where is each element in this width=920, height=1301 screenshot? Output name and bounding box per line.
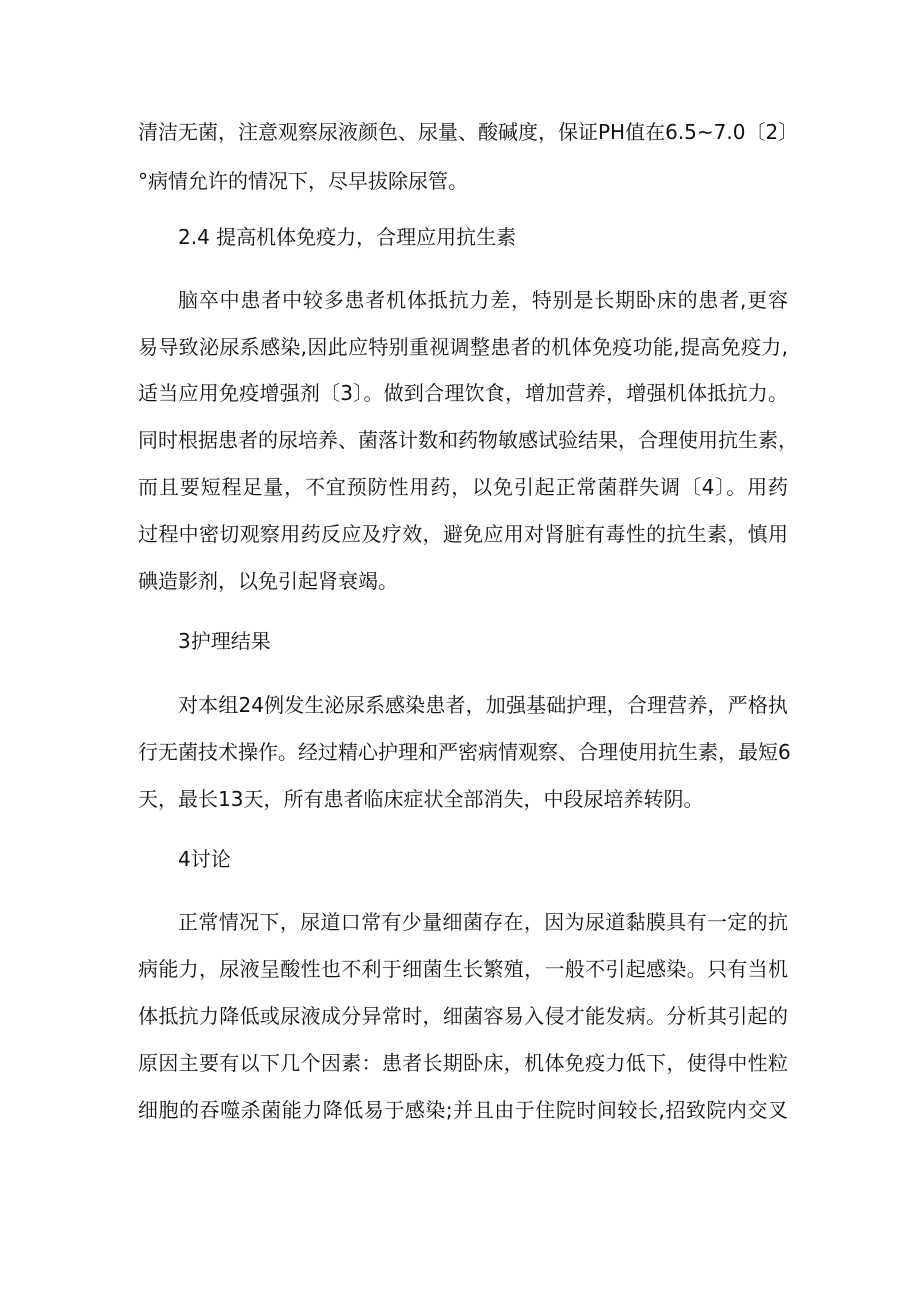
text-line: °病情允许的情况下，尽早拔除尿管。 <box>138 169 468 193</box>
text-line: 同时根据患者的尿培养、菌落计数和药物敏感试验结果，合理使用抗生素， <box>138 428 798 452</box>
text-line: 碘造影剂，以免引起肾衰竭。 <box>138 569 398 593</box>
text-line: 病能力，尿液呈酸性也不利于细菌生长繁殖，一般不引起感染。只有当机 <box>138 957 788 981</box>
text-line: 易导致泌尿系感染,因此应特别重视调整患者的机体免疫功能,提高免疫力, <box>138 335 788 359</box>
text-line: 脑卒中患者中较多患者机体抵抗力差，特别是长期卧床的患者,更容 <box>178 288 788 312</box>
text-line: 行无菌技术操作。经过精心护理和严密病情观察、合理使用抗生素，最短6 <box>138 740 791 764</box>
text-line: 体抵抗力降低或尿液成分异常时，细菌容易入侵才能发病。分析其引起的 <box>138 1004 788 1028</box>
text-line: 正常情况下，尿道口常有少量细菌存在，因为尿道黏膜具有一定的抗 <box>178 910 788 934</box>
section-heading: 2.4 提高机体免疫力，合理应用抗生素 <box>178 225 517 249</box>
text-line: 清洁无菌，注意观察尿液颜色、尿量、酸碱度，保证PH值在6.5~7.0〔2〕 <box>138 120 799 144</box>
section-heading: 4讨论 <box>178 847 231 871</box>
text-line: 过程中密切观察用药反应及疗效，避免应用对肾脏有毒性的抗生素，慎用 <box>138 522 788 546</box>
text-line: 而且要短程足量，不宜预防性用药，以免引起正常菌群失调〔4〕。用药 <box>138 475 788 499</box>
text-line: 细胞的吞噬杀菌能力降低易于感染;并且由于住院时间较长,招致院内交叉 <box>138 1098 788 1122</box>
text-line: 适当应用免疫增强剂〔3〕。做到合理饮食，增加营养，增强机体抵抗力。 <box>138 381 788 405</box>
section-heading: 3护理结果 <box>178 629 271 653</box>
text-line: 原因主要有以下几个因素：患者长期卧床，机体免疫力低下，使得中性粒 <box>138 1051 788 1075</box>
text-line: 对本组24例发生泌尿系感染患者，加强基础护理，合理营养，严格执 <box>178 693 788 717</box>
text-line: 天，最长13天，所有患者临床症状全部消失，中段尿培养转阴。 <box>138 787 704 811</box>
